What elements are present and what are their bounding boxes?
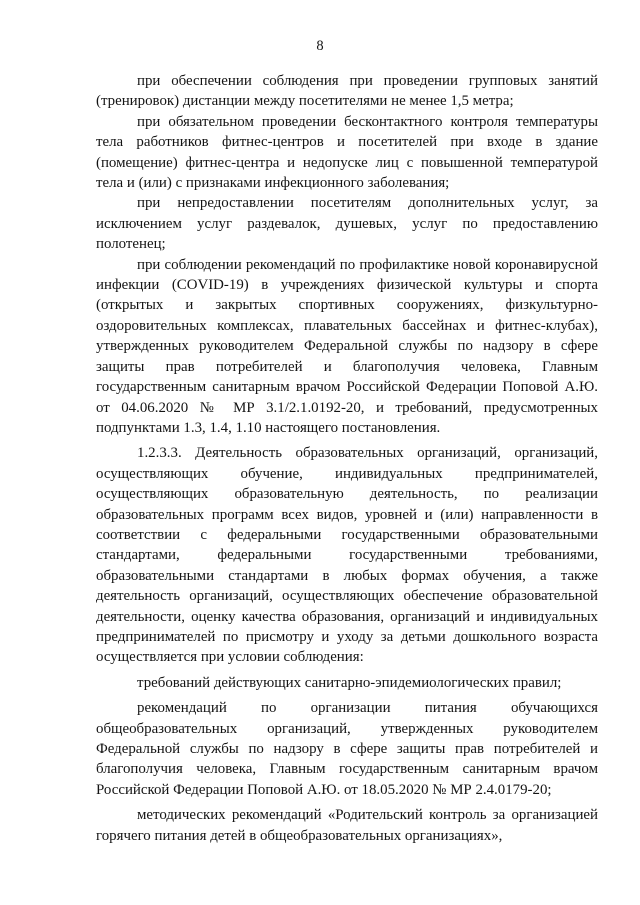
paragraph-group-sessions-distance: при обеспечении соблюдения при проведении групповых занятий (тренировок) дистанции между посетителями не менее 1,5 метра; bbox=[96, 73, 598, 110]
paragraph-1-2-3-3-education: 1.2.3.3. Деятельность образовательных организаций, организаций, осуществляющих обучение, индивидуальных предпринимателей, осуществляющих образовательную деятельность, по реализации образовательных программ всех видов, уровней и (или) направленности в соответствии с федеральными государственными образовательными стандартами, федеральными государственными требованиями, образовательными стандартами в любых формах обучения, а также деятельность организаций, осуществляющих обеспечение образовательной деятельности, оценку качества образования, организаций и индивидуальных предпринимателей по присмотру и уходу за детьми дошкольного возраста осуществляется при условии соблюдения: bbox=[96, 445, 598, 666]
page-number: 8 bbox=[316, 38, 324, 54]
paragraph-additional-services: при непредоставлении посетителям дополнительных услуг, за исключением услуг раздевалок, душевых, услуг по предоставлению полотенец; bbox=[96, 195, 598, 253]
document-body bbox=[96, 71, 598, 846]
paragraph-nutrition-recommendations: рекомендаций по организации питания обучающихся общеобразовательных организаций, утвержденных руководителем Федеральной службы по надзору в сфере защиты прав потребителей и благополучия человека, Главным государственным санитарным врачом Российской Федерации Поповой А.Ю. от 18.05.2020 № МР 2.4.0179-20; bbox=[96, 700, 598, 798]
paragraph-sanitary-rules: требований действующих санитарно-эпидемиологических правил; bbox=[137, 674, 562, 691]
paragraph-covid-recommendations: при соблюдении рекомендаций по профилактике новой коронавирусной инфекции (COVID-19) в учреждениях физической культуры и спорта (открытых и закрытых спортивных сооружениях, физкультурно-оздоровительных комплексах, плавательных бассейнах и фитнес-клубах), утвержденных руководителем Федеральной службы по надзору в сфере защиты прав потребителей и благополучия человека, Главным государственным санитарным врачом Российской Федерации Поповой А.Ю. от 04.06.2020 № МР 3.1/2.1.0192-20, и требований, предусмотренных подпунктами 1.3, 1.4, 1.10 настоящего постановления. bbox=[96, 256, 598, 436]
paragraph-parental-control: методических рекомендаций «Родительский контроль за организацией горячего питания детей в общеобразовательных организациях», bbox=[96, 807, 598, 844]
paragraph-temperature-control: при обязательном проведении бесконтактного контроля температуры тела работников фитнес-центров и посетителей при входе в здание (помещение) фитнес-центра и недопуске лиц с повышенной температурой тела и (или) с признаками инфекционного заболевания; bbox=[96, 113, 598, 192]
